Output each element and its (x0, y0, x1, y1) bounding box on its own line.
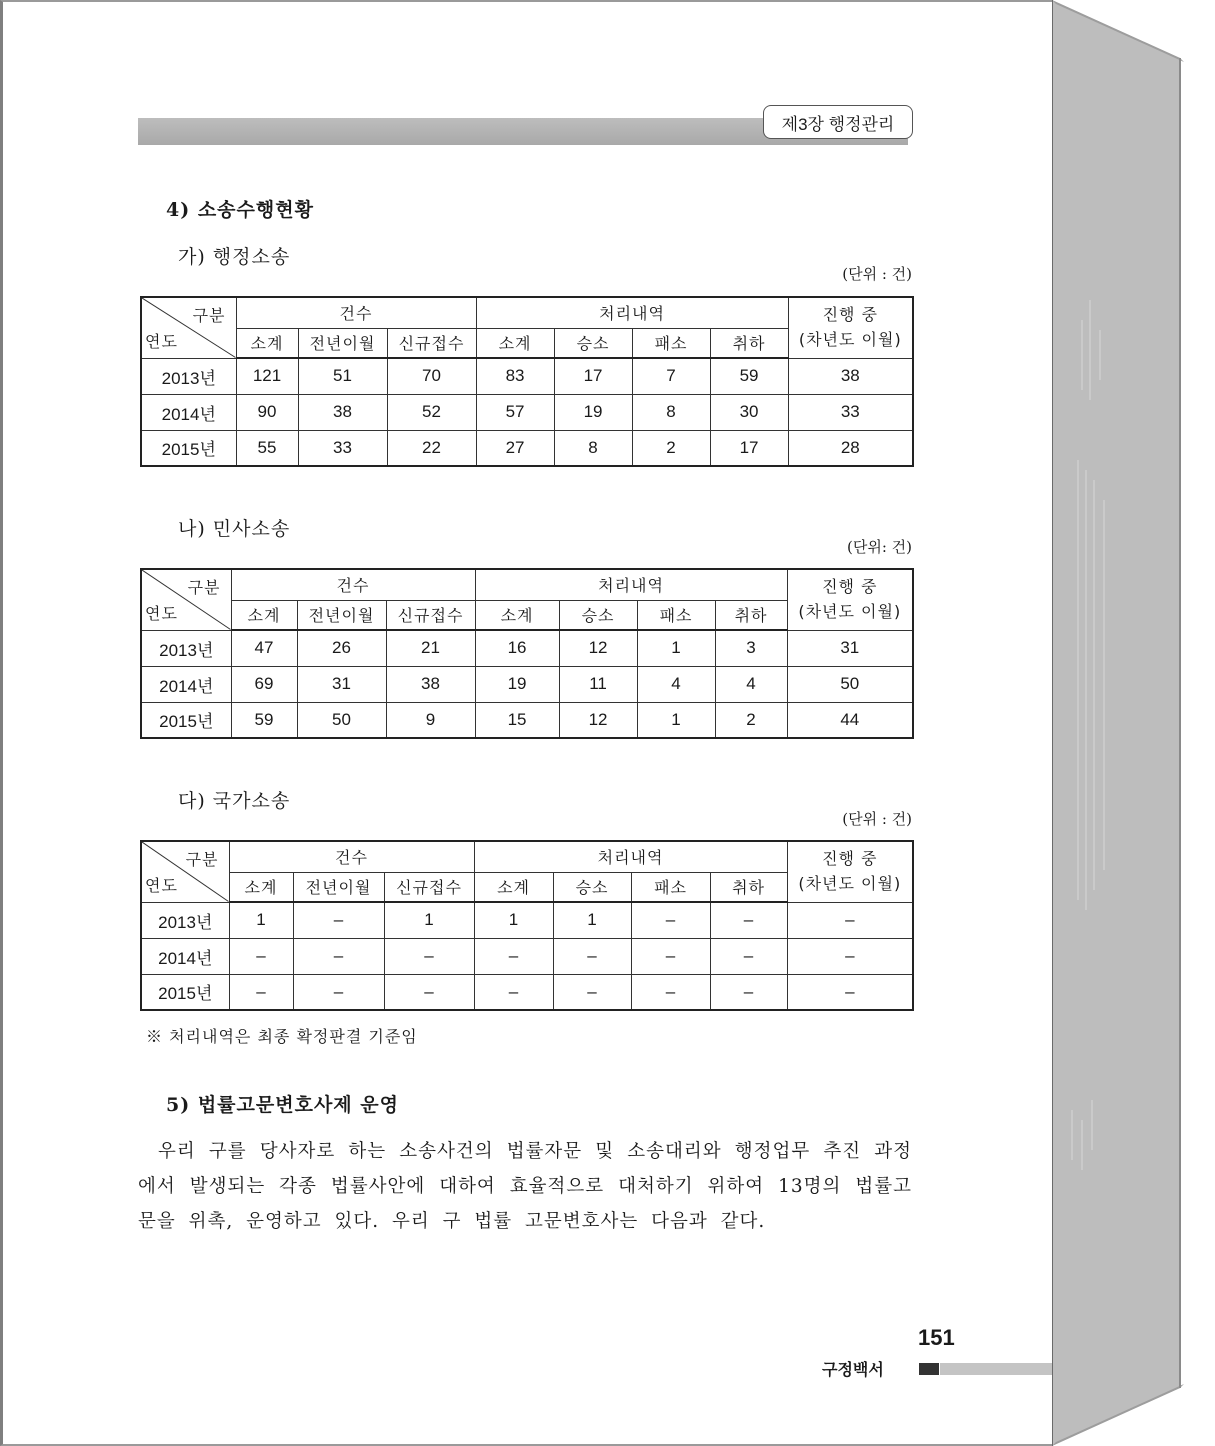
table-cell: 1 (229, 902, 293, 938)
table-subtitle-civil: 나) 민사소송 (178, 518, 291, 540)
table-cell: 52 (387, 394, 476, 430)
table-cell: 83 (476, 358, 554, 394)
header-col: 승소 (553, 872, 631, 902)
table-cell: – (229, 938, 293, 974)
header-col: 전년이월 (298, 328, 387, 358)
header-col: 소계 (236, 328, 298, 358)
table-cell: – (474, 974, 553, 1010)
table-cell: 1 (553, 902, 631, 938)
table-subtitle-state: 다) 국가소송 (178, 790, 291, 812)
table-cell: 2014년 (141, 938, 229, 974)
book-title: 구정백서 (822, 1360, 884, 1379)
table-row (141, 902, 913, 938)
unit-label: (단위 : 건) (842, 810, 912, 828)
table-row (141, 630, 913, 666)
header-col: 승소 (559, 600, 637, 630)
table-cell: 2013년 (141, 358, 236, 394)
header-in-progress-line2: (차년도 이월) (798, 873, 902, 893)
table-cell: 38 (298, 394, 387, 430)
page-edge-stack (1052, 0, 1192, 1446)
table-cell: 28 (788, 430, 913, 466)
table-cell: – (553, 938, 631, 974)
header-in-progress (787, 569, 913, 630)
footer-marker (919, 1363, 939, 1375)
table-cell: – (710, 938, 787, 974)
table-cell: 44 (787, 702, 913, 738)
table-cell: – (553, 974, 631, 1010)
header-col: 취하 (710, 872, 787, 902)
table-cell: 17 (554, 358, 632, 394)
table-cell: – (293, 938, 384, 974)
table-cell: 1 (384, 902, 474, 938)
table-cell: 8 (632, 394, 710, 430)
corner-top-label: 구분 (192, 306, 226, 325)
table-cell: 33 (788, 394, 913, 430)
section-title-4: 4) 소송수행현황 (166, 199, 314, 221)
table-cell: 1 (637, 702, 715, 738)
table-cell: 1 (474, 902, 553, 938)
table-cell: – (710, 974, 787, 1010)
table-cell: – (474, 938, 553, 974)
table-cell: – (631, 902, 710, 938)
table-cell: 33 (298, 430, 387, 466)
table-row (141, 938, 913, 974)
table-cell: 2015년 (141, 430, 236, 466)
table-cell: 12 (559, 630, 637, 666)
table-cell: 15 (475, 702, 559, 738)
header-corner (141, 569, 231, 630)
table-cell: 2013년 (141, 902, 229, 938)
table-cell: – (787, 902, 913, 938)
table-cell: 59 (710, 358, 788, 394)
table-civil-litigation (140, 568, 914, 739)
corner-top-label: 구분 (187, 578, 221, 597)
section-title-5: 5) 법률고문변호사제 운영 (166, 1094, 399, 1116)
header-col: 패소 (637, 600, 715, 630)
page-number: 151 (918, 1325, 955, 1350)
header-col: 소계 (476, 328, 554, 358)
table-cell: 4 (715, 666, 787, 702)
table-cell: 50 (787, 666, 913, 702)
header-in-progress-line2: (차년도 이월) (798, 329, 902, 349)
header-corner (141, 297, 236, 358)
header-group-processed: 처리내역 (476, 297, 788, 328)
header-group-processed: 처리내역 (475, 569, 787, 600)
header-col: 패소 (632, 328, 710, 358)
table-cell: 9 (386, 702, 475, 738)
header-in-progress-line1: 진행 중 (822, 848, 878, 868)
table-cell: 50 (297, 702, 386, 738)
table-admin-litigation (140, 296, 914, 467)
table-cell: 1 (637, 630, 715, 666)
header-col: 신규접수 (387, 328, 476, 358)
corner-bottom-label: 연도 (145, 875, 178, 895)
table-cell: – (787, 974, 913, 1010)
table-cell: 2015년 (141, 974, 229, 1010)
table-row (141, 974, 913, 1010)
table-row (141, 430, 913, 466)
table-row (141, 358, 913, 394)
header-in-progress-line1: 진행 중 (822, 304, 879, 324)
unit-label: (단위 : 건) (842, 265, 912, 283)
header-group-count: 건수 (236, 297, 476, 328)
table-cell: 16 (475, 630, 559, 666)
table-cell: 2 (632, 430, 710, 466)
table-row (141, 666, 913, 702)
header-group-count: 건수 (229, 841, 474, 872)
header-col: 전년이월 (297, 600, 386, 630)
table-cell: 7 (632, 358, 710, 394)
table-cell: – (384, 938, 474, 974)
header-col: 신규접수 (386, 600, 475, 630)
header-col: 취하 (710, 328, 788, 358)
body-paragraph: 우리 구를 당사자로 하는 소송사건의 법률자문 및 소송대리와 행정업무 추진 과정에서 발생되는 각종 법률사안에 대하여 효율적으로 대처하기 위하여 13명의 법률고문을 위촉, 운영하고 있다. 우리 구 법률 고문변호사는 다음과 같다. (138, 1141, 912, 1232)
table-cell: 70 (387, 358, 476, 394)
table-cell: 27 (476, 430, 554, 466)
table-cell: 4 (637, 666, 715, 702)
chapter-tab: 제3장 행정관리 (763, 105, 913, 139)
table-cell: 22 (387, 430, 476, 466)
table-cell: 31 (297, 666, 386, 702)
table-cell: 21 (386, 630, 475, 666)
table-cell: – (293, 902, 384, 938)
table-cell: 11 (559, 666, 637, 702)
table-cell: 3 (715, 630, 787, 666)
table-cell: 8 (554, 430, 632, 466)
table-cell: – (229, 974, 293, 1010)
table-row (141, 702, 913, 738)
table-cell: – (787, 938, 913, 974)
header-in-progress-line2: (차년도 이월) (798, 601, 902, 621)
table-cell: 19 (475, 666, 559, 702)
table-cell: 59 (231, 702, 297, 738)
header-col: 소계 (229, 872, 293, 902)
table-cell: 2014년 (141, 394, 236, 430)
table-cell: 57 (476, 394, 554, 430)
header-col: 승소 (554, 328, 632, 358)
table-cell: 26 (297, 630, 386, 666)
header-col: 취하 (715, 600, 787, 630)
table-cell: 121 (236, 358, 298, 394)
unit-label: (단위: 건) (847, 538, 912, 556)
header-col: 패소 (631, 872, 710, 902)
table-cell: 38 (386, 666, 475, 702)
table-cell: – (293, 974, 384, 1010)
table-cell: 38 (788, 358, 913, 394)
table-cell: 12 (559, 702, 637, 738)
table-state-litigation (140, 840, 914, 1011)
table-cell: 2014년 (141, 666, 231, 702)
table-cell: – (631, 974, 710, 1010)
header-in-progress-line1: 진행 중 (822, 576, 878, 596)
header-in-progress (787, 841, 913, 902)
header-col: 소계 (475, 600, 559, 630)
table-cell: 2013년 (141, 630, 231, 666)
table-cell: 19 (554, 394, 632, 430)
table-cell: 55 (236, 430, 298, 466)
footnote: ※ 처리내역은 최종 확정판결 기준임 (146, 1027, 418, 1046)
table-cell: – (631, 938, 710, 974)
table-cell: 31 (787, 630, 913, 666)
header-col: 소계 (231, 600, 297, 630)
table-subtitle-admin: 가) 행정소송 (178, 246, 291, 268)
corner-bottom-label: 연도 (145, 331, 178, 351)
table-cell: 17 (710, 430, 788, 466)
header-group-processed: 처리내역 (474, 841, 787, 872)
header-group-count: 건수 (231, 569, 475, 600)
corner-top-label: 구분 (185, 850, 219, 869)
table-cell: 2015년 (141, 702, 231, 738)
corner-bottom-label: 연도 (145, 603, 178, 623)
table-cell: 69 (231, 666, 297, 702)
header-col: 소계 (474, 872, 553, 902)
header-corner (141, 841, 229, 902)
table-cell: – (710, 902, 787, 938)
table-cell: 51 (298, 358, 387, 394)
table-cell: 30 (710, 394, 788, 430)
header-in-progress (788, 297, 913, 358)
table-cell: 90 (236, 394, 298, 430)
table-cell: – (384, 974, 474, 1010)
header-col: 전년이월 (293, 872, 384, 902)
table-cell: 47 (231, 630, 297, 666)
header-col: 신규접수 (384, 872, 474, 902)
table-cell: 2 (715, 702, 787, 738)
table-row (141, 394, 913, 430)
footer-bar (940, 1363, 1052, 1375)
